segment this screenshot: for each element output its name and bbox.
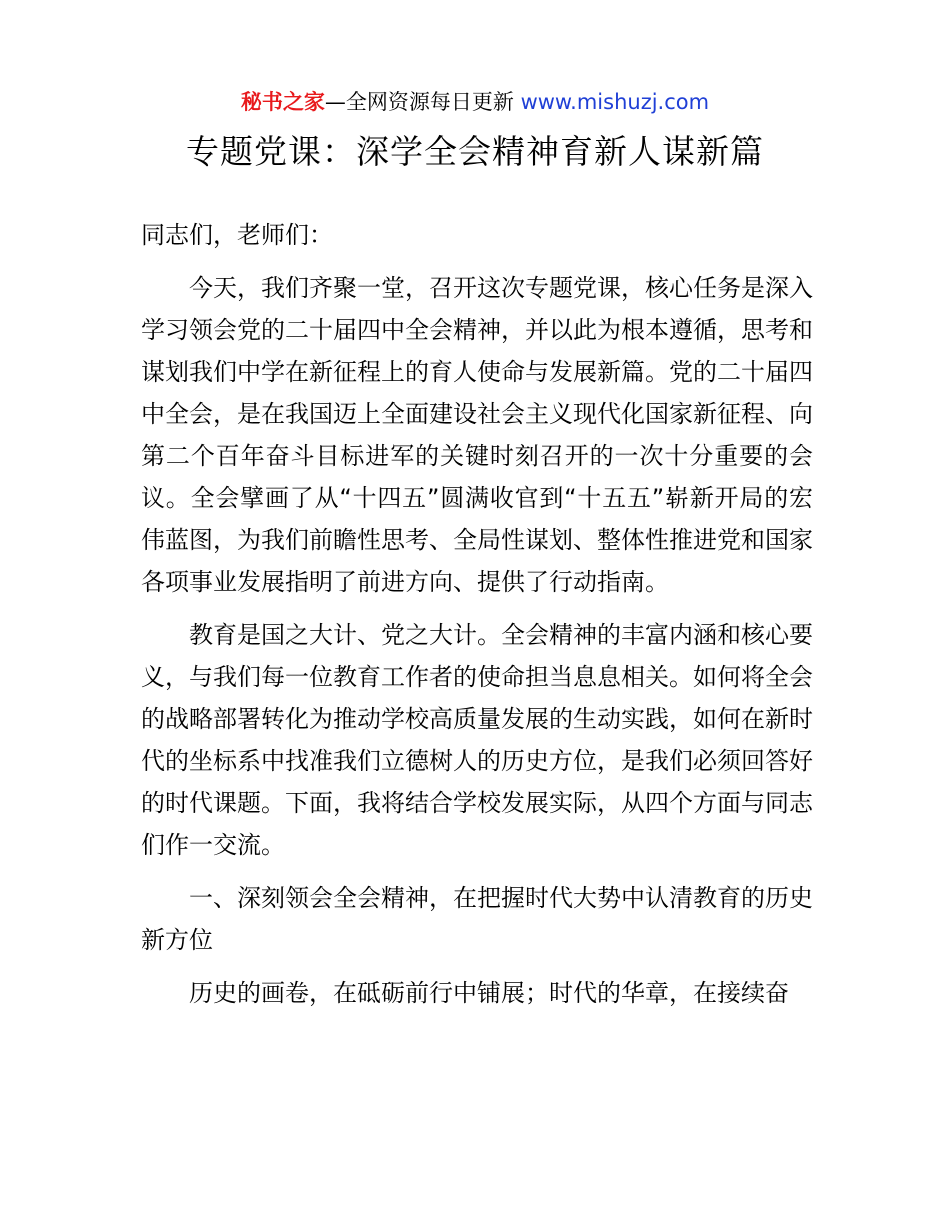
body-paragraph-3: 历史的画卷，在砥砺前行中铺展；时代的华章，在接续奋: [189, 979, 789, 1007]
body-paragraph-2: 教育是国之大计、党之大计。全会精神的丰富内涵和核心要义，与我们每一位教育工作者的使命担当息息相关。如何将全会的战略部署转化为推动学校高质量发展的生动实践，如何在新时代的坐标系中找准我们立德树人的历史方位，是我们必须回答好的时代课题。下面，我将结合学校发展实际，从四个方面与同志们作一交流。: [141, 621, 813, 859]
header-tagline: —全网资源每日更新: [324, 90, 521, 114]
greeting-paragraph: 同志们，老师们：: [141, 221, 333, 249]
document-body: [141, 214, 813, 1014]
header-url-link[interactable]: www.mishuzj.com: [520, 90, 710, 114]
document-title: 专题党课：深学全会精神育新人谋新篇: [186, 132, 764, 171]
site-header: [0, 86, 950, 118]
body-paragraph-1: 今天，我们齐聚一堂，召开这次专题党课，核心任务是深入学习领会党的二十届四中全会精神，并以此为根本遵循，思考和谋划我们中学在新征程上的育人使命与发展新篇。党的二十届四中全会，是在我国迈上全面建设社会主义现代化国家新征程、向第二个百年奋斗目标进军的关键时刻召开的一次十分重要的会议。全会擘画了从“十四五”圆满收官到“十五五”崭新开局的宏伟蓝图，为我们前瞻性思考、全局性谋划、整体性推进党和国家各项事业发展指明了前进方向、提供了行动指南。: [141, 274, 813, 596]
section-heading-1: 一、深刻领会全会精神，在把握时代大势中认清教育的历史新方位: [141, 884, 813, 954]
header-brand: 秘书之家: [240, 90, 325, 114]
